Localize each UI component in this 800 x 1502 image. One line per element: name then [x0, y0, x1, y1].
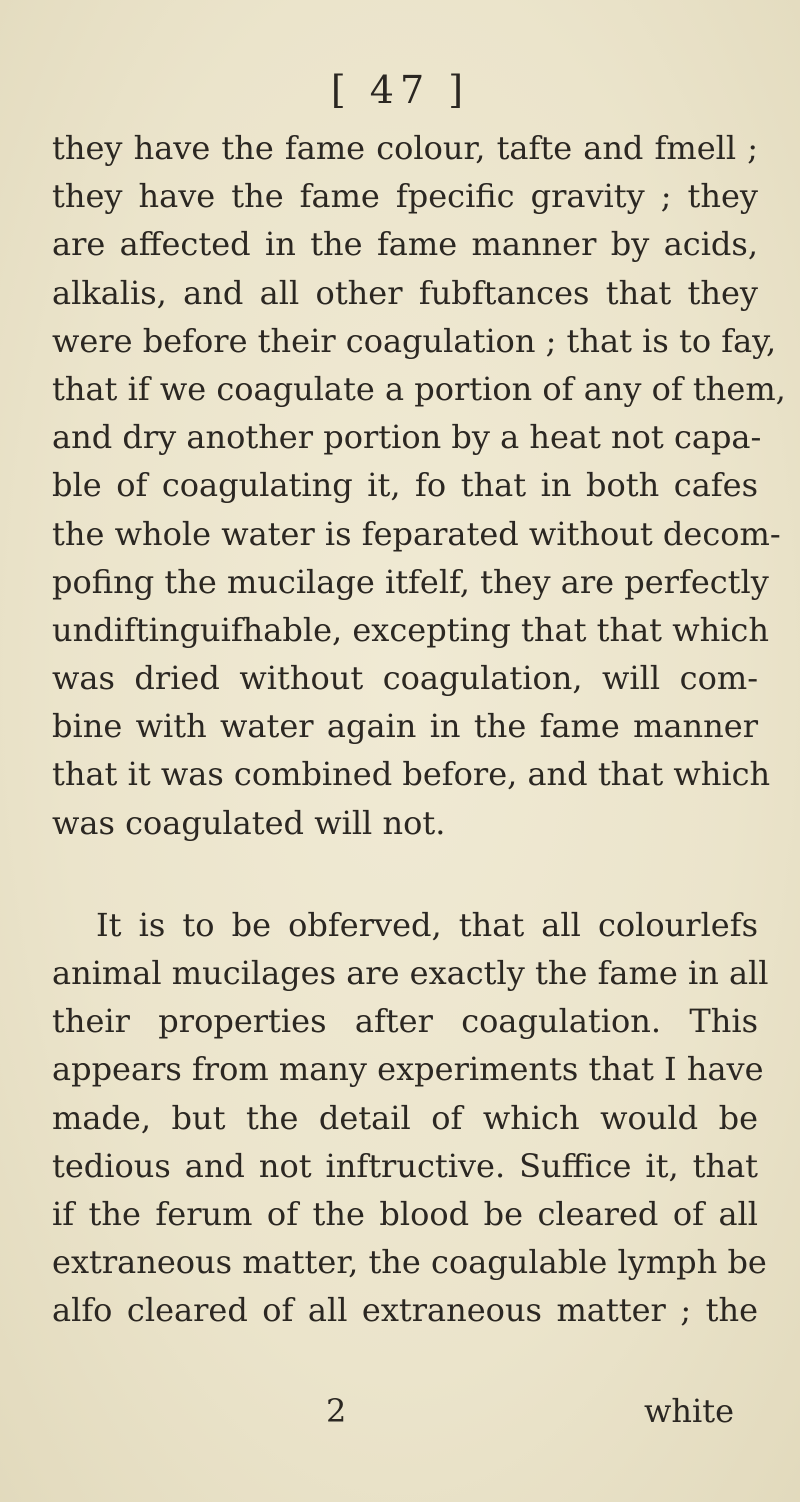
text-line: the whole water is feparated without decom- [52, 514, 781, 553]
text-line: are affected in the fame manner by acids, [52, 225, 758, 264]
text-line: It is to be obferved, that all colourlefs [96, 905, 758, 944]
text-line: animal mucilages are exactly the fame in all [52, 954, 769, 992]
text-line: extraneous matter, the coagulable lymph be [52, 1243, 767, 1282]
catchword: white [644, 1392, 735, 1430]
body-text [52, 124, 786, 1335]
text-line: was dried without coagulation, will com- [52, 659, 758, 698]
text-line: made, but the detail of which would be [52, 1098, 758, 1137]
text-line: their properties after coagulation. This [52, 1002, 758, 1041]
text-line: that if we coagulate a portion of any of them, [52, 369, 786, 408]
text-line: bine with water again in the fame manner [52, 707, 758, 746]
text-line: pofing the mucilage itfelf, they are perfectly [52, 562, 769, 601]
text-line: they have the fame fpecific gravity ; they [52, 177, 758, 216]
text-line: were before their coagulation ; that is to fay, [52, 321, 777, 360]
page-number: [ 47 ] [330, 68, 470, 112]
text-line: and dry another portion by a heat not capa- [52, 418, 762, 457]
text-line: that it was combined before, and that which [52, 755, 771, 794]
text-line: was coagulated will not. [52, 803, 446, 842]
paragraph-gap [52, 847, 758, 901]
paragraph-1 [52, 124, 786, 847]
text-line: they have the fame colour, tafte and fmell ; [52, 129, 758, 167]
text-line: ble of coagulating it, fo that in both cafes [52, 466, 758, 505]
signature-mark: 2 [326, 1392, 347, 1430]
paragraph-2 [52, 901, 769, 1335]
text-line: tedious and not inftructive. Suffice it, that [52, 1146, 758, 1185]
text-line: alfo cleared of all extraneous matter ; the [52, 1291, 758, 1330]
text-line: appears from many experiments that I have [52, 1050, 764, 1089]
text-line: undiftinguifhable, excepting that that which [52, 610, 769, 649]
text-line: alkalis, and all other fubftances that they [52, 273, 758, 312]
page-footer [0, 1388, 800, 1434]
text-line: if the ferum of the blood be cleared of all [52, 1194, 758, 1233]
